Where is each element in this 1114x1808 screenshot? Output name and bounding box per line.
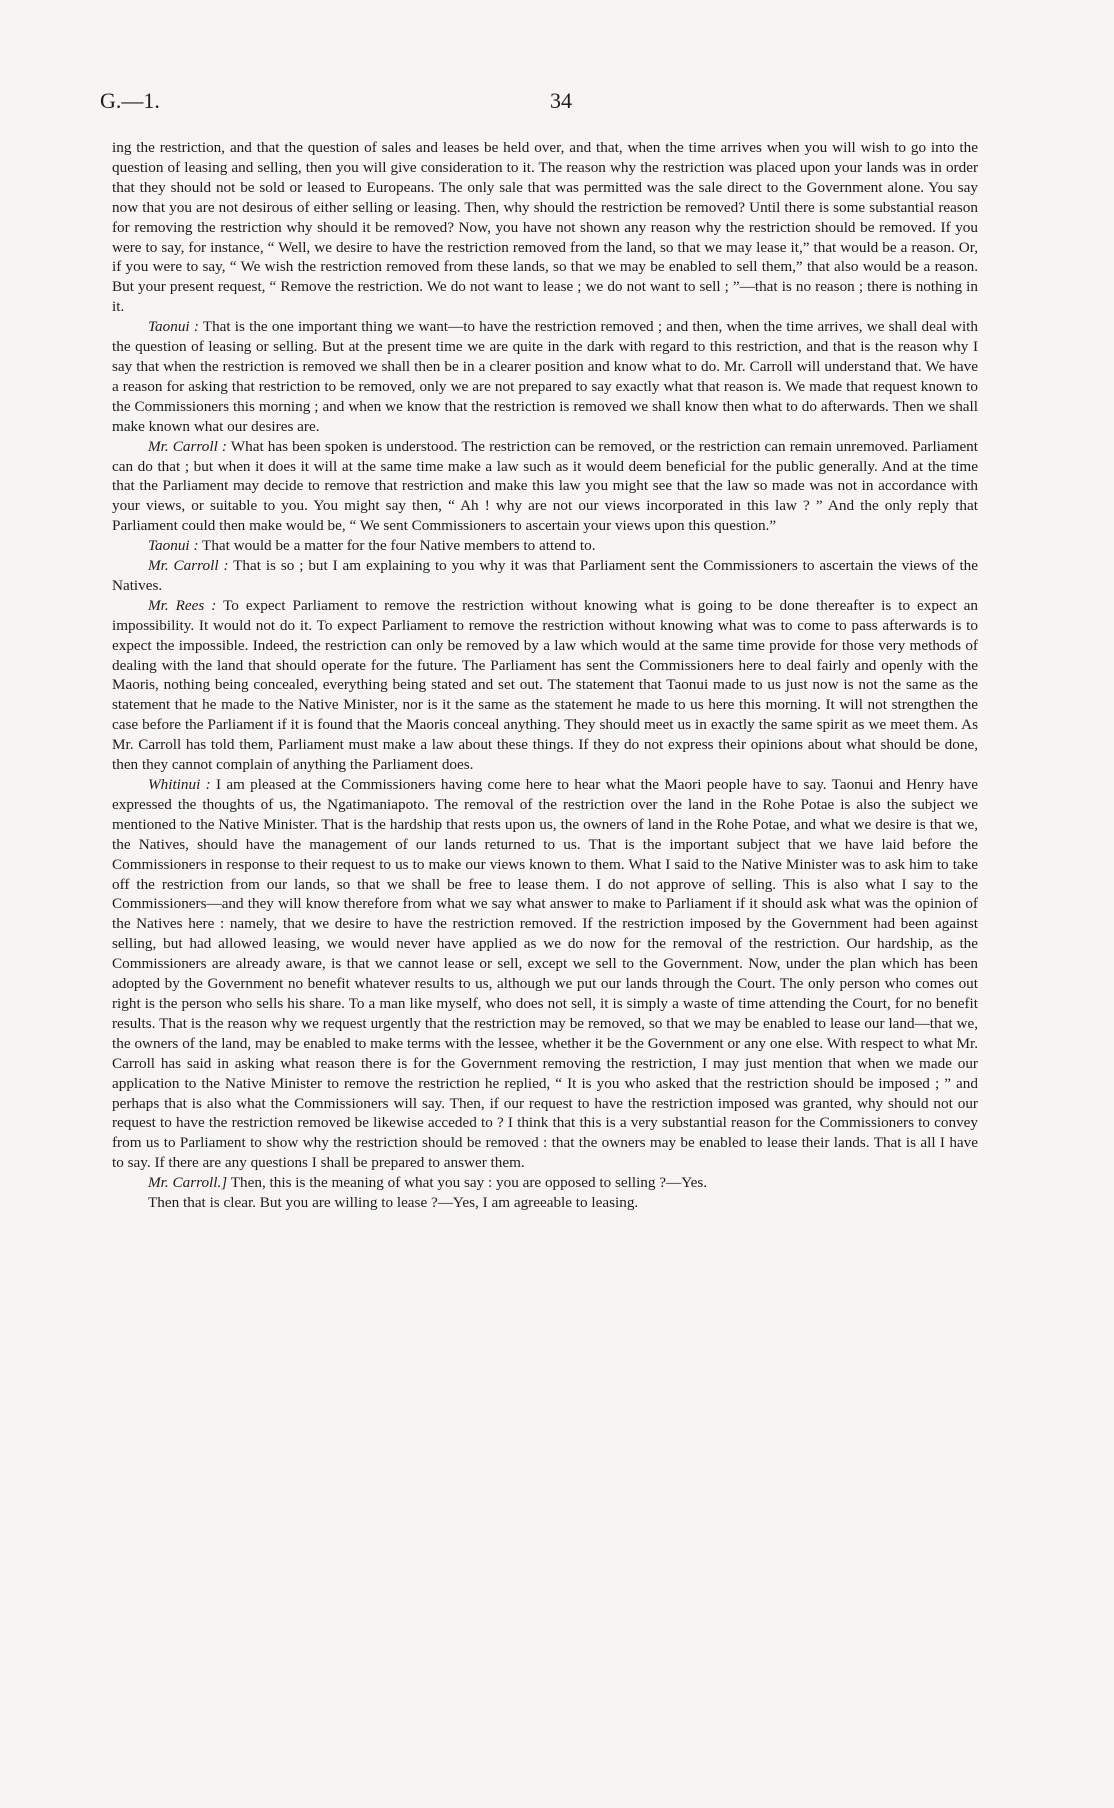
paragraph-text: To expect Parliament to remove the restriction without knowing what is going to be done thereafter is to expect an impossibility. It would not do it. To expect Parliament to remove the restriction without knowing what was to come to pass afterwards is to expect the impossible. Indeed, the restriction can only be removed by a law which would at the same time provide for those very methods of dealing with the land that should operate for the future. The Parliament has sent the Commissioners here to deal fairly and openly with the Maoris, nothing being concealed, everything being stated and set out. The statement that Taonui made to us just now is not the same as the statement that he made to the Native Minister, nor is it the same as the statement he made to us here this morning. It will not strengthen the case before the Parliament if it is found that the Maoris conceal anything. They should meet us in exactly the same spirit as we meet them. As Mr. Carroll has told them, Parliament must make a law about these things. If they do not express their opinions about what should be done, then they cannot complain of anything the Parliament does. [112, 596, 979, 774]
speaker-name: Taonui : [148, 537, 199, 555]
paragraph [112, 556, 978, 596]
paragraph [112, 1173, 978, 1193]
paragraph-text: That is so ; but I am explaining to you why it was that Parliament sent the Commissioners to ascertain the views of the Natives. [112, 557, 979, 594]
paragraph [112, 317, 978, 436]
speaker-name: Mr. Carroll.] [148, 1174, 228, 1192]
speaker-name: Mr. Rees : [148, 596, 217, 614]
speaker-name: Whitinui : [148, 776, 211, 793]
page-number: 34 [550, 88, 572, 113]
page-header [100, 88, 1014, 118]
speaker-name: Mr. Carroll : [148, 557, 229, 575]
paragraph-text: What has been spoken is understood. The restriction can be removed, or the restriction can remain unremoved. Parliament can do that ; but when it does it will at the same time make a law such as it would deem beneficial for the public generally. And at the time that the Parliament may decide to remove that restriction and make this law you might see that the law so made was not in accordance with your views, or suitable to you. You might say then, “ Ah ! why are not our views incorporated in this law ? ” And the only reply that Parliament could then make would be, “ We sent Commissioners to ascertain your views upon this question.” [112, 437, 978, 535]
paragraph [112, 536, 978, 556]
paragraph [112, 1193, 978, 1213]
paragraph-text: That is the one important thing we want—to have the restriction removed ; and then, when the time arrives, we shall deal with the question of leasing or selling. But at the present time we are quite in the dark with regard to this restriction, and that is the reason why I say that when the restriction is removed we shall then be in a clearer position and know what to do. Mr. Carroll will understand that. We have a reason for asking that restriction to be removed, only we are not prepared to say exactly what that reason is. We made that request known to the Commissioners this morning ; and when we know that the restriction is removed we shall know then what to do afterwards. Then we shall make known what our desires are. [112, 318, 978, 435]
paragraph [112, 437, 978, 537]
paragraph-text: ing the restriction, and that the question of sales and leases be held over, and that, when the time arrives when you will wish to go into the question of leasing and selling, then you will give consideration to it. The reason why the restriction was placed upon your lands was in order that they should not be sold or leased to Europeans. The only sale that was permitted was the sale direct to the Government alone. You say now that you are not desirous of either selling or leasing. Then, why should the restriction be removed? Until there is some substantial reason for removing the restriction why should it be removed? Now, you have not shown any reason why the restriction should be removed. If you were to say, for instance, “ Well, we desire to have the restriction removed from the land, so that we may lease it,” that would be a reason. Or, if you were to say, “ We wish the restriction removed from these lands, so that we may be enabled to sell them,” that also would be a reason. But your present request, “ Remove the restriction. We do not want to lease ; we do not want to sell ; ”—that is no reason ; there is nothing in it. [112, 139, 978, 316]
paragraph-text: That would be a matter for the four Native members to attend to. [202, 537, 596, 555]
document-reference: G.—1. [100, 88, 160, 113]
paragraph-text: I am pleased at the Commissioners having come here to hear what the Maori people have to say. Taonui and Henry have expressed the thoughts of us, the Ngatimaniapoto. The removal of the restriction over the land in the Rohe Potae is also the subject we mentioned to the Native Minister. That is the hardship that rests upon us, the owners of land in the Rohe Potae, and what we desire is that we, the Natives, should have the management of our lands returned to us. That is the important subject that we have laid before the Commissioners in response to their request to us to make our views known to them. What I said to the Native Minister was to ask him to take off the restriction from our lands, so that we shall be free to lease them. I do not approve of selling. This is also what I say to the Commissioners—and they will know therefore from what we say what answer to make to Parliament if it should ask what was the opinion of the Natives here : namely, that we desire to have the restriction removed. If the restriction imposed by the Government had been against selling, but had allowed leasing, we would never have applied as we do now for the removal of the restriction. Our hardship, as the Commissioners are already aware, is that we cannot lease or sell, except we sell to the Government. Now, under the plan which has been adopted by the Government no benefit whatever results to us, although we put our lands through the Court. The only person who comes out right is the person who sells his share. To a man like myself, who does not sell, it is simply a waste of time attending the Court, for no benefit results. That is the reason why we request urgently that the restriction may be removed, so that we may be enabled to lease our land—that we, the owners of the land, may be enabled to make terms with the lessee, whether it be the Government or any one else. With respect to what Mr. Carroll has said in asking what reason there is for the Government removing the restriction, I may just mention that when we made our application to the Native Minister to remove the restriction he replied, “ It is you who asked that the restriction should be imposed ; ” and perhaps that is also what the Commissioners will say. Then, if our request to have the restriction imposed was granted, why should not our request to have the restriction removed be likewise acceded to ? I think that this is a very substantial reason for the Commissioners to convey from us to Parliament to show why the restriction should be removed : that the owners may be enabled to lease their lands. That is all I have to say. If there are any questions I shall be prepared to answer them. [112, 776, 978, 1172]
paragraph [112, 775, 978, 1173]
paragraph [112, 138, 978, 317]
paragraph [112, 596, 978, 775]
speaker-name: Mr. Carroll : [148, 437, 227, 455]
speaker-name: Taonui : [148, 318, 199, 336]
paragraph-text: Then, this is the meaning of what you say : you are opposed to selling ?—Yes. [230, 1174, 708, 1192]
body-text [112, 138, 978, 1213]
paragraph-text: Then that is clear. But you are willing to lease ?—Yes, I am agreeable to leasing. [148, 1194, 639, 1212]
